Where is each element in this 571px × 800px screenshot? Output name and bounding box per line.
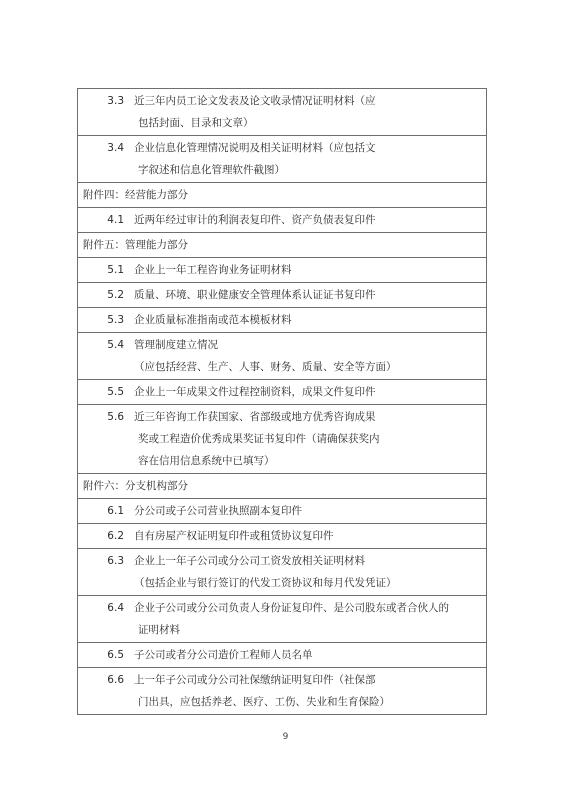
item-content (78, 283, 486, 307)
item-row (78, 89, 487, 136)
item-text-line: 子公司或者分公司造价工程师人员名单 (134, 649, 313, 661)
section-header-row (78, 233, 487, 258)
item-text-line: 企业子公司或分公司负责人身份证复印件、是公司股东或者合伙人的 (134, 602, 449, 614)
item-text (134, 597, 486, 641)
item-text-line: 企业质量标准指南或范本模板材料 (134, 314, 292, 326)
item-text (134, 137, 486, 181)
attachment-list-table (77, 88, 487, 715)
item-content (78, 499, 486, 523)
item-text (134, 500, 486, 522)
item-text (134, 334, 486, 378)
item-text (134, 381, 486, 403)
item-text-line: 字叙述和信息化管理软件截图） (138, 164, 285, 176)
item-content (78, 258, 486, 282)
item-row (78, 258, 487, 283)
item-row (78, 380, 487, 405)
item-number: 6.5 (107, 649, 124, 661)
item-text (134, 209, 486, 231)
section-title: 附件六：分支机构部分 (78, 474, 487, 499)
item-content (78, 136, 486, 182)
item-content (78, 89, 486, 135)
item-row (78, 208, 487, 233)
item-text-line: 企业上一年成果文件过程控制资料，成果文件复印件 (134, 386, 376, 398)
item-row (78, 499, 487, 524)
item-number: 6.1 (107, 505, 124, 517)
item-content (78, 333, 486, 379)
item-number: 5.2 (107, 289, 124, 301)
item-row (78, 333, 487, 380)
item-row (78, 668, 487, 715)
item-content (78, 643, 486, 667)
item-text-line: 证明材料 (138, 624, 180, 636)
item-text-line: （应包括经营、生产、人事、财务、质量、安全等方面） (134, 361, 397, 373)
item-text-line: 包括封面、目录和文章） (138, 117, 254, 129)
item-text (134, 284, 486, 306)
item-row (78, 405, 487, 474)
item-number: 5.4 (107, 339, 124, 351)
item-text-line: 企业上一年子公司或分公司工资发放相关证明材料 (134, 555, 365, 567)
item-number: 6.2 (107, 530, 124, 542)
item-number: 3.4 (107, 142, 124, 154)
section-header-row (78, 474, 487, 499)
item-text-line: 管理制度建立情况 (134, 339, 218, 351)
item-row (78, 549, 487, 596)
item-number: 5.3 (107, 314, 124, 326)
item-number: 3.3 (107, 95, 124, 107)
item-text-line: 分公司或子公司营业执照副本复印件 (134, 505, 302, 517)
item-text-line: 企业上一年工程咨询业务证明材料 (134, 264, 292, 276)
item-content (78, 596, 486, 642)
item-text-line: 容在信用信息系统中已填写） (138, 455, 275, 467)
item-row (78, 283, 487, 308)
item-content (78, 524, 486, 548)
item-text-line: 奖或工程造价优秀成果奖证书复印件（请确保获奖内 (138, 433, 380, 445)
item-text-line: 门出具，应包括养老、医疗、工伤、失业和生育保险） (138, 696, 390, 708)
item-number: 5.5 (107, 386, 124, 398)
item-number: 6.4 (107, 602, 124, 614)
item-number: 5.1 (107, 264, 124, 276)
section-title: 附件四：经营能力部分 (78, 183, 487, 208)
item-text-line: 上一年子公司或分公司社保缴纳证明复印件（社保部 (134, 674, 376, 686)
item-content (78, 549, 486, 595)
item-number: 5.6 (107, 411, 124, 423)
item-content (78, 208, 486, 232)
item-text-line: 企业信息化管理情况说明及相关证明材料（应包括文 (134, 142, 376, 154)
item-text-line: 自有房屋产权证明复印件或租赁协议复印件 (134, 530, 334, 542)
item-text (134, 525, 486, 547)
item-text-line: （包括企业与银行签订的代发工资协议和每月代发凭证） (134, 577, 397, 589)
item-text (134, 644, 486, 666)
item-text (134, 90, 486, 134)
item-content (78, 380, 486, 404)
item-number: 6.3 (107, 555, 124, 567)
item-content (78, 405, 486, 473)
item-row (78, 308, 487, 333)
item-row (78, 596, 487, 643)
item-text-line: 近两年经过审计的利润表复印件、资产负债表复印件 (134, 214, 376, 226)
item-text (134, 309, 486, 331)
page-number: 9 (282, 732, 289, 742)
item-content (78, 668, 486, 714)
item-text-line: 近三年咨询工作获国家、省部级或地方优秀咨询成果 (134, 411, 376, 423)
section-header-row (78, 183, 487, 208)
section-title: 附件五：管理能力部分 (78, 233, 487, 258)
item-row (78, 136, 487, 183)
item-text (134, 550, 486, 594)
item-number: 4.1 (107, 214, 124, 226)
item-row (78, 643, 487, 668)
item-text (134, 669, 486, 713)
item-text (134, 406, 486, 472)
item-row (78, 524, 487, 549)
item-content (78, 308, 486, 332)
item-text (134, 259, 486, 281)
item-text-line: 近三年内员工论文发表及论文收录情况证明材料（应 (134, 95, 376, 107)
item-number: 6.6 (107, 674, 124, 686)
item-text-line: 质量、环境、职业健康安全管理体系认证证书复印件 (134, 289, 376, 301)
